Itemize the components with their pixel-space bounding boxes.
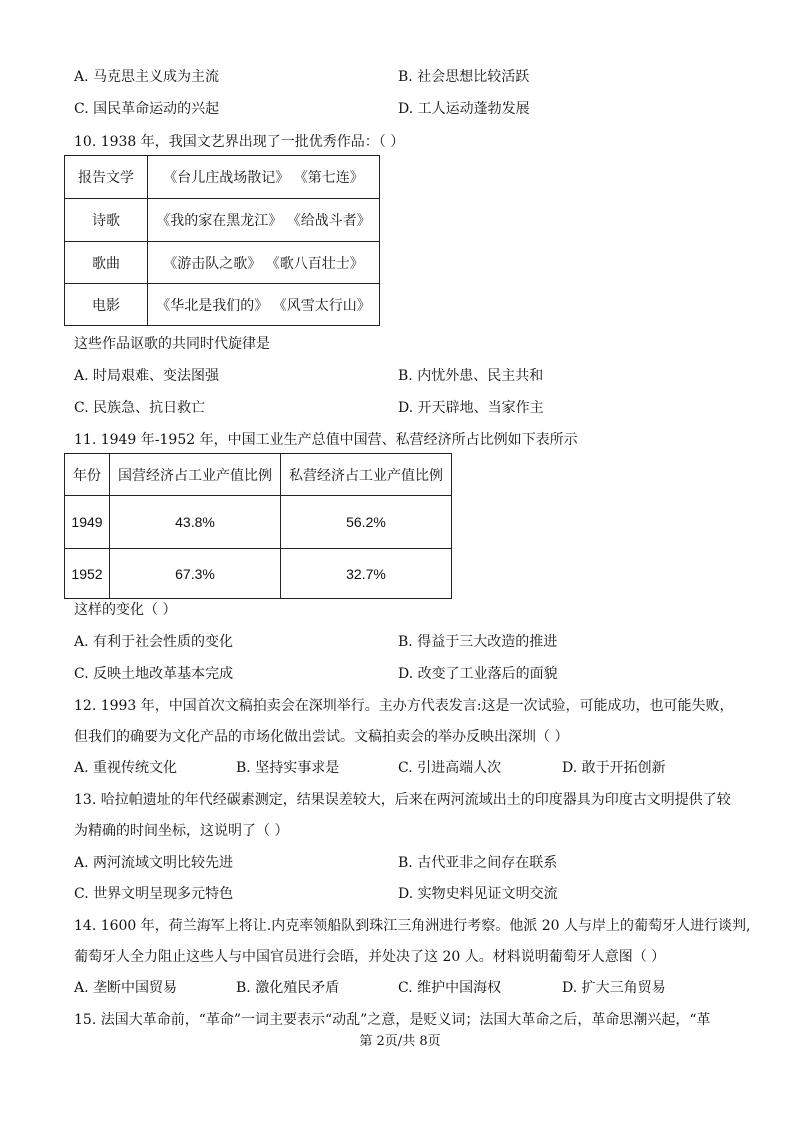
q11-option-c[interactable]: C. 反映土地改革基本完成 xyxy=(74,666,234,682)
q11-question: 这样的变化（ ） xyxy=(74,602,177,618)
table-header-year: 年份 xyxy=(65,454,110,496)
q10-works-table xyxy=(64,155,380,326)
q12-option-d[interactable]: D. 敢于开拓创新 xyxy=(562,760,666,776)
q11-stem: 11. 1949 年-1952 年，中国工业生产总值中国营、私营经济所占比例如下表所示 xyxy=(74,432,578,448)
q10-stem: 10. 1938 年，我国文艺界出现了一批优秀作品：（ ） xyxy=(74,134,405,150)
q12-stem-line2: 但我们的确要为文化产品的市场化做出尝试。文稿拍卖会的举办反映出深圳（ ） xyxy=(74,729,569,745)
table-cell-year: 1952 xyxy=(65,549,110,599)
table-row xyxy=(65,284,380,326)
q10-option-c[interactable]: C. 民族急、抗日救亡 xyxy=(74,400,206,416)
q10-question: 这些作品讴歌的共同时代旋律是 xyxy=(74,336,270,352)
table-cell-state: 67.3% xyxy=(110,549,281,599)
q9-option-d[interactable]: D. 工人运动蓬勃发展 xyxy=(398,101,530,117)
table-row xyxy=(65,199,380,242)
table-cell-works: 《游击队之歌》 《歌八百壮士》 xyxy=(148,242,380,284)
q11-option-b[interactable]: B. 得益于三大改造的推进 xyxy=(398,634,558,650)
table-cell-private: 32.7% xyxy=(281,549,452,599)
page-number: 第 2页/共 8页 xyxy=(359,1034,441,1049)
q9-option-b[interactable]: B. 社会思想比较活跃 xyxy=(398,69,530,85)
q13-option-c[interactable]: C. 世界文明呈现多元特色 xyxy=(74,886,234,902)
q14-stem-line2: 葡萄牙人全力阻止这些人与中国官员进行会晤，并处决了这 20 人。材料说明葡萄牙人意图（ ） xyxy=(74,949,666,965)
table-cell-year: 1949 xyxy=(65,496,110,549)
q14-option-a[interactable]: A. 垄断中国贸易 xyxy=(74,980,178,996)
table-cell-category: 歌曲 xyxy=(65,242,148,284)
q11-economy-table xyxy=(64,453,452,599)
table-header-private: 私营经济占工业产值比例 xyxy=(281,454,452,496)
q13-option-d[interactable]: D. 实物史料见证文明交流 xyxy=(398,886,558,902)
table-cell-category: 电影 xyxy=(65,284,148,326)
q12-stem-line1: 12. 1993 年，中国首次文稿拍卖会在深圳举行。主办方代表发言:这是一次试验，可能成功，也可能失败， xyxy=(74,698,734,714)
table-row xyxy=(65,242,380,284)
q14-option-d[interactable]: D. 扩大三角贸易 xyxy=(562,980,666,996)
q10-option-d[interactable]: D. 开天辟地、当家作主 xyxy=(398,400,544,416)
q13-stem-line1: 13. 哈拉帕遗址的年代经碳素测定，结果误差较大，后来在两河流域出土的印度器具为印度古文明提供了较 xyxy=(74,792,731,808)
q12-option-b[interactable]: B. 坚持实事求是 xyxy=(236,760,340,776)
q13-stem-line2: 为精确的时间坐标，这说明了（ ） xyxy=(74,823,289,839)
q11-option-a[interactable]: A. 有利于社会性质的变化 xyxy=(74,634,234,650)
table-cell-works: 《台儿庄战场散记》 《第七连》 xyxy=(148,156,380,199)
q10-option-a[interactable]: A. 时局艰难、变法图强 xyxy=(74,368,220,384)
q9-option-c[interactable]: C. 国民革命运动的兴起 xyxy=(74,101,220,117)
table-row xyxy=(65,549,452,599)
q13-option-b[interactable]: B. 古代亚非之间存在联系 xyxy=(398,855,558,871)
q11-option-d[interactable]: D. 改变了工业落后的面貌 xyxy=(398,666,558,682)
table-row xyxy=(65,156,380,199)
table-cell-state: 43.8% xyxy=(110,496,281,549)
q14-option-b[interactable]: B. 激化殖民矛盾 xyxy=(236,980,340,996)
q10-option-b[interactable]: B. 内忧外患、民主共和 xyxy=(398,368,544,384)
table-header-row xyxy=(65,454,452,496)
table-cell-private: 56.2% xyxy=(281,496,452,549)
q14-stem-line1: 14. 1600 年，荷兰海军上将让.内克率领船队到珠江三角洲进行考察。他派 20 人与岸上的葡萄牙人进行谈判, xyxy=(74,918,751,934)
q12-option-c[interactable]: C. 引进高端人次 xyxy=(398,760,502,776)
q14-option-c[interactable]: C. 维护中国海权 xyxy=(398,980,502,996)
table-row xyxy=(65,496,452,549)
table-header-state: 国营经济占工业产值比例 xyxy=(110,454,281,496)
table-cell-works: 《我的家在黑龙江》 《给战斗者》 xyxy=(148,199,380,242)
q15-stem-line1: 15. 法国大革命前，“革命”一词主要表示“动乱”之意，是贬义词；法国大革命之后，革命思潮兴起，“革 xyxy=(74,1012,711,1028)
table-cell-works: 《华北是我们的》 《风雪太行山》 xyxy=(148,284,380,326)
table-cell-category: 报告文学 xyxy=(65,156,148,199)
table-cell-category: 诗歌 xyxy=(65,199,148,242)
q9-option-a[interactable]: A. 马克思主义成为主流 xyxy=(74,69,220,85)
q12-option-a[interactable]: A. 重视传统文化 xyxy=(74,760,178,776)
q13-option-a[interactable]: A. 两河流域文明比较先进 xyxy=(74,855,234,871)
